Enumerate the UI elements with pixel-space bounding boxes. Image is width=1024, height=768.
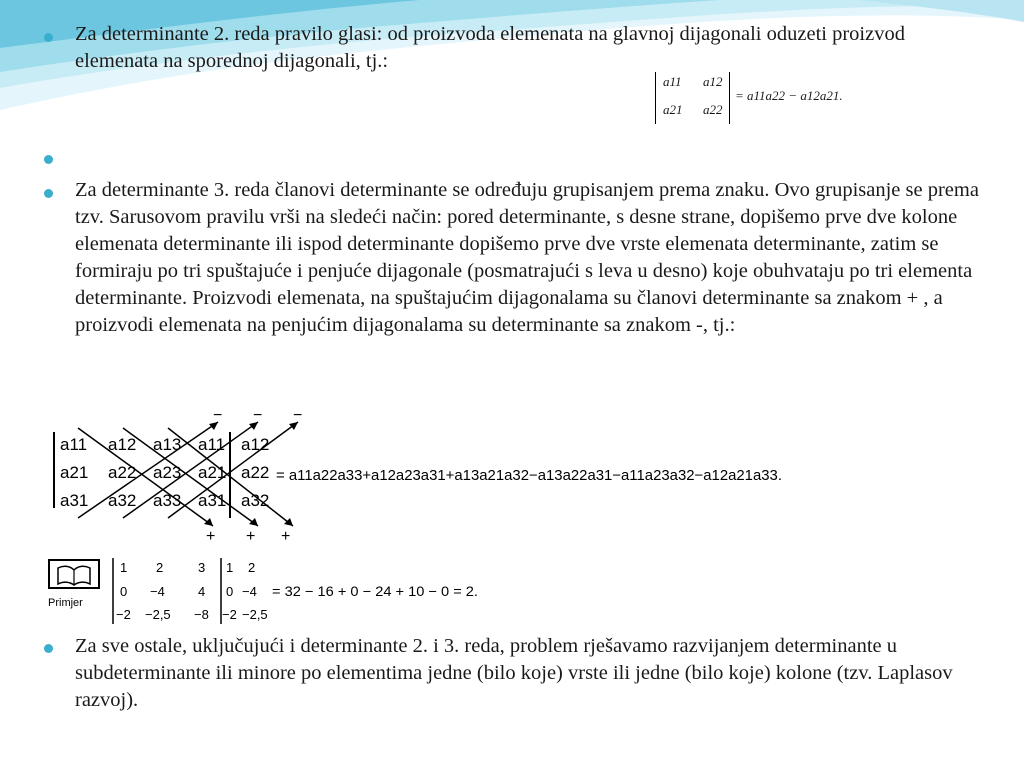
bullet-dot [44, 189, 53, 198]
example-cell: 0 [120, 584, 128, 599]
bullet-dot [44, 644, 53, 653]
bullet-dot-empty [44, 155, 53, 164]
paragraph-sarrus-rule: Za determinante 3. reda članovi determinante se određuju grupisanjem prema znaku. Ovo grupisanje se prema tzv. Sarusovom pravilu vrši na sledeći način: pored determinante, s desne strane, dopišemo prve dve kolone elemenata determinante ili ispod determinante dopišemo prve dve vrste elemenata determinante, zatim se formiraju po tri spuštajuće i penjuće dijagonale (posmatrajući s leva u desno) koje obuhvataju po tri elementa determinante. Proizvodi elemenata, na spuštajućim dijagonalama su članovi determinante sa znakom + , a proizvodi elemenata na penjućim dijagonalama su determinante sa znakom -, tj.: [75, 179, 979, 336]
matrix-cell: a22 [703, 102, 723, 117]
minus-sign: − [213, 408, 223, 424]
sarrus-cell: a21 [198, 463, 227, 482]
matrix-cell: a12 [703, 74, 723, 89]
plus-sign: + [246, 528, 256, 544]
example-cell: 1 [226, 560, 234, 575]
sarrus-cell: a12 [108, 435, 137, 454]
formula-2x2 [655, 70, 875, 126]
sarrus-rhs: = a11a22a33+a12a23a31+a13a21a32−a13a22a31−a11a23a32−a12a21a33. [276, 468, 782, 484]
sarrus-cell: a33 [153, 491, 182, 510]
example-cell: −2 [222, 607, 237, 622]
bullet-dot [44, 33, 53, 42]
sarrus-cell: a31 [198, 491, 227, 510]
paragraph-laplace: Za sve ostale, uključujući i determinante 2. i 3. reda, problem rješavamo razvijanjem determinante u subdeterminante ili minore po elementima jedne (bilo koje) vrste ili jedne (bilo koje) kolone (tzv. Laplasov razvoj). [75, 635, 953, 711]
sarrus-cell: a13 [153, 435, 182, 454]
minus-sign: − [293, 408, 303, 424]
example-cell: 2 [248, 560, 256, 575]
example-cell: 3 [198, 560, 206, 575]
example-cell: 0 [226, 584, 234, 599]
example-cell: 4 [198, 584, 206, 599]
sarrus-cell: a32 [241, 491, 270, 510]
sarrus-cell: a22 [108, 463, 137, 482]
plus-sign: + [281, 528, 291, 544]
example-cell: −4 [150, 584, 165, 599]
sarrus-cell: a31 [60, 491, 89, 510]
example-cell: −2,5 [242, 607, 268, 622]
example-cell: −4 [242, 584, 257, 599]
sarrus-cell: a23 [153, 463, 182, 482]
example-cell: −2 [116, 607, 131, 622]
example-cell: 1 [120, 560, 128, 575]
example-cell: −2,5 [145, 607, 171, 622]
example-cell: 2 [156, 560, 164, 575]
example-rhs: = 32 − 16 + 0 − 24 + 10 − 0 = 2. [272, 583, 478, 599]
example-cell: −8 [194, 607, 209, 622]
sarrus-cell: a21 [60, 463, 89, 482]
formula-rhs: = a11a22 − a12a21. [735, 88, 843, 103]
plus-sign: + [206, 528, 216, 544]
sarrus-cell: a11 [198, 435, 226, 454]
sarrus-cell: a32 [108, 491, 137, 510]
example-diagram [46, 556, 482, 628]
sarrus-cell: a12 [241, 435, 270, 454]
sarrus-diagram [48, 408, 788, 544]
sarrus-cell: a11 [60, 435, 88, 454]
example-label: Primjer [48, 597, 83, 609]
paragraph-2x2-rule: Za determinante 2. reda pravilo glasi: od proizvoda elemenata na glavnoj dijagonali oduzeti proizvod elemenata na sporednoj dijagonali, tj.: [75, 23, 905, 72]
sarrus-cell: a22 [241, 463, 270, 482]
minus-sign: − [253, 408, 263, 424]
matrix-cell: a11 [663, 74, 682, 89]
matrix-cell: a21 [663, 102, 683, 117]
